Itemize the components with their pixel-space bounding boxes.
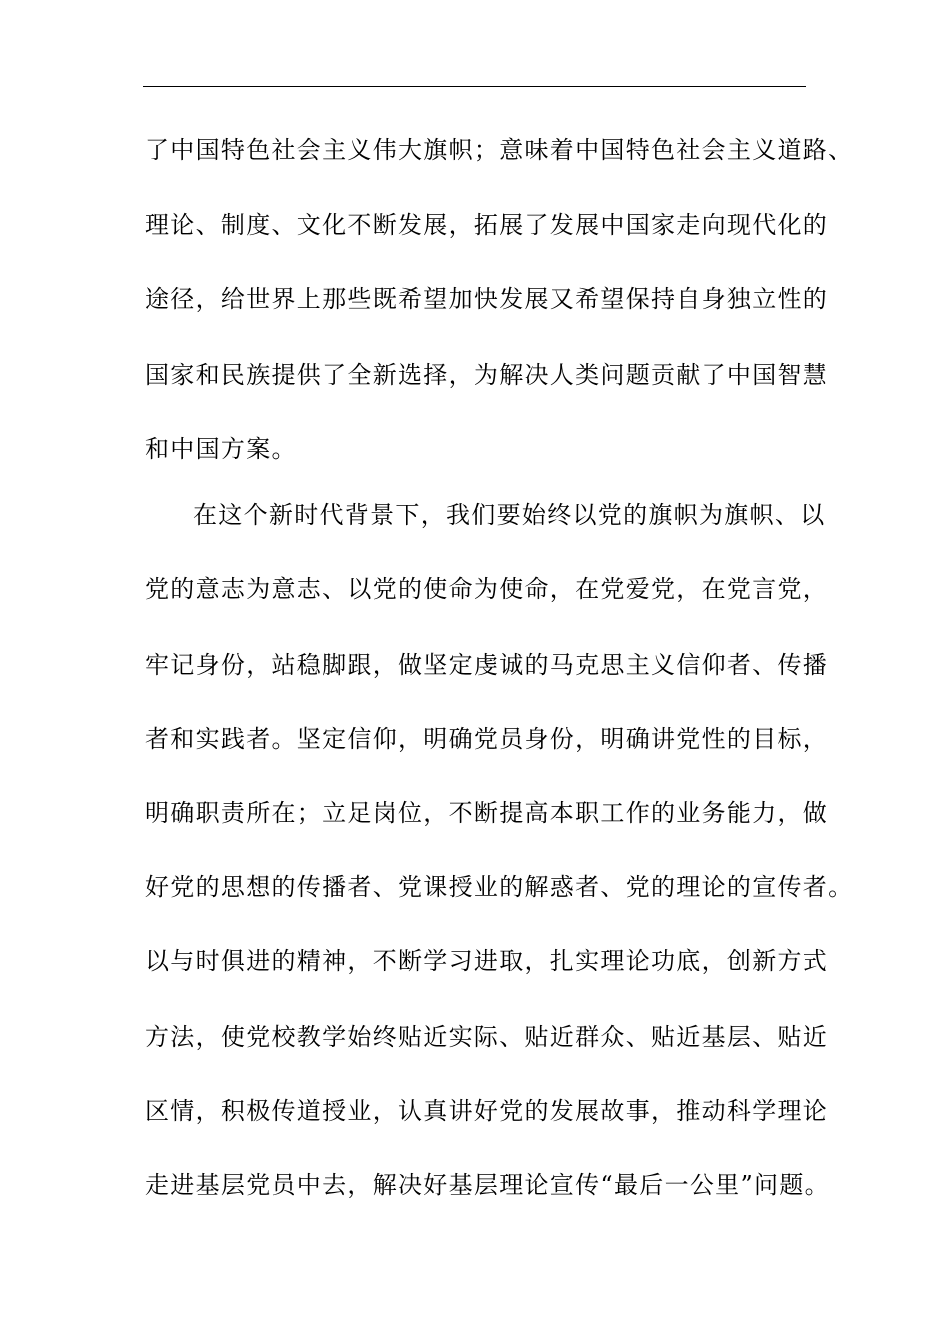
text-line: 党的意志为意志、以党的使命为使命，在党爱党，在党言党，	[145, 575, 829, 603]
header-rule	[143, 86, 806, 87]
text-line: 走进基层党员中去，解决好基层理论宣传“最后一公里”问题。	[145, 1171, 830, 1199]
text-line: 明确职责所在；立足岗位，不断提高本职工作的业务能力，做	[145, 799, 829, 827]
text-line: 了中国特色社会主义伟大旗帜；意味着中国特色社会主义道路、	[145, 136, 854, 164]
text-line: 区情，积极传道授业，认真讲好党的发展故事，推动科学理论	[145, 1097, 829, 1125]
text-line: 方法，使党校教学始终贴近实际、贴近群众、贴近基层、贴近	[145, 1023, 829, 1051]
text-line: 好党的思想的传播者、党课授业的解惑者、党的理论的宣传者。	[145, 873, 854, 901]
text-line: 国家和民族提供了全新选择，为解决人类问题贡献了中国智慧	[145, 361, 829, 389]
text-line: 理论、制度、文化不断发展，拓展了发展中国家走向现代化的	[145, 211, 829, 239]
text-line: 者和实践者。坚定信仰，明确党员身份，明确讲党性的目标，	[145, 725, 829, 753]
text-line: 和中国方案。	[145, 435, 297, 463]
text-line: 牢记身份，站稳脚跟，做坚定虔诚的马克思主义信仰者、传播	[145, 651, 829, 679]
paragraph-first-line: 在这个新时代背景下，我们要始终以党的旗帜为旗帜、以	[193, 501, 826, 529]
text-line: 以与时俱进的精神，不断学习进取，扎实理论功底，创新方式	[145, 947, 829, 975]
text-line: 途径，给世界上那些既希望加快发展又希望保持自身独立性的	[145, 285, 829, 313]
